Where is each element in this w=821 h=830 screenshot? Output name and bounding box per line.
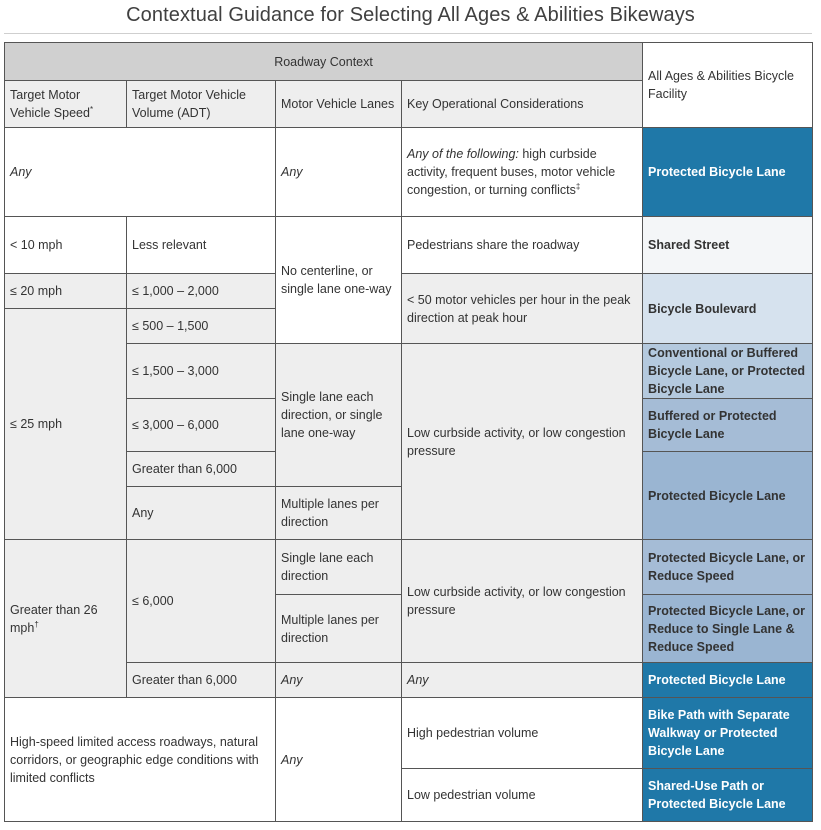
table-row (5, 698, 813, 769)
ops-text: high curbside activity, frequent buses, motor vehicle congestion, or turning conflicts (407, 147, 616, 197)
table-row (5, 128, 813, 217)
volume-cell: Less relevant (127, 217, 276, 274)
volume-cell: ≤ 500 – 1,500 (127, 309, 276, 344)
lanes-cell: Multiple lanes per direction (276, 595, 402, 663)
speed-header-text: Target Motor Vehicle Speed (10, 88, 90, 120)
ops-cell: Pedestrians share the roadway (402, 217, 643, 274)
lanes-column-header: Motor Vehicle Lanes (276, 81, 402, 128)
speed-footnote-mark: † (34, 619, 39, 629)
ops-footnote-mark: ‡ (575, 181, 581, 191)
lanes-cell: Any (276, 128, 402, 217)
volume-cell: Greater than 6,000 (127, 663, 276, 698)
volume-cell: ≤ 6,000 (127, 540, 276, 663)
facility-cell: Protected Bicycle Lane, or Reduce Speed (643, 540, 813, 595)
lanes-cell: Multiple lanes per direction (276, 487, 402, 540)
speed-cell (5, 540, 127, 698)
lanes-cell: Any (276, 663, 402, 698)
table-header-row (5, 43, 813, 81)
facility-cell: Protected Bicycle Lane (643, 663, 813, 698)
volume-column-header: Target Motor Vehicle Volume (ADT) (127, 81, 276, 128)
speed-cell: < 10 mph (5, 217, 127, 274)
ops-cell: Low pedestrian volume (402, 769, 643, 822)
ops-cell (402, 128, 643, 217)
facility-cell: Bicycle Boulevard (643, 274, 813, 344)
page-title: Contextual Guidance for Selecting All Ages & Abilities Bikeways (126, 4, 695, 26)
speed-cell: ≤ 20 mph (5, 274, 127, 309)
ops-lead-text: Any of the following: (407, 147, 519, 161)
facility-cell: Bike Path with Separate Walkway or Protected Bicycle Lane (643, 698, 813, 769)
facility-cell: Protected Bicycle Lane, or Reduce to Single Lane & Reduce Speed (643, 595, 813, 663)
lanes-cell: Single lane each direction (276, 540, 402, 595)
facility-cell: Buffered or Protected Bicycle Lane (643, 399, 813, 452)
lanes-cell: Any (276, 698, 402, 822)
facility-column-header: All Ages & Abilities Bicycle Facility (643, 43, 813, 128)
speed-text: Greater than 26 mph (10, 602, 98, 635)
table-row (5, 344, 813, 399)
facility-cell: Shared Street (643, 217, 813, 274)
ops-cell: < 50 motor vehicles per hour in the peak direction at peak hour (402, 274, 643, 344)
ops-cell: High pedestrian volume (402, 698, 643, 769)
bikeway-guidance-table (4, 42, 813, 822)
ops-cell: Low curbside activity, or low congestion pressure (402, 540, 643, 663)
volume-cell: ≤ 3,000 – 6,000 (127, 399, 276, 452)
roadway-context-header: Roadway Context (5, 43, 643, 81)
facility-cell: Protected Bicycle Lane (643, 452, 813, 540)
title-divider (4, 33, 812, 34)
table-row (5, 274, 813, 309)
volume-cell: Any (127, 487, 276, 540)
speed-column-header (5, 81, 127, 128)
facility-cell: Protected Bicycle Lane (643, 128, 813, 217)
volume-cell: ≤ 1,500 – 3,000 (127, 344, 276, 399)
volume-cell: ≤ 1,000 – 2,000 (127, 274, 276, 309)
lanes-cell: Single lane each direction, or single lane one-way (276, 344, 402, 487)
speed-cell: ≤ 25 mph (5, 309, 127, 540)
ops-cell: Low curbside activity, or low congestion pressure (402, 344, 643, 540)
ops-column-header: Key Operational Considerations (402, 81, 643, 128)
speed-footnote-mark: * (89, 104, 94, 114)
speed-cell: Any (5, 128, 276, 217)
context-cell: High-speed limited access roadways, natural corridors, or geographic edge conditions with limited conflicts (5, 698, 276, 822)
volume-cell: Greater than 6,000 (127, 452, 276, 487)
lanes-cell: No centerline, or single lane one-way (276, 217, 402, 344)
table-row (5, 663, 813, 698)
ops-cell: Any (402, 663, 643, 698)
table-row (5, 540, 813, 595)
facility-cell: Shared-Use Path or Protected Bicycle Lane (643, 769, 813, 822)
table-row (5, 217, 813, 274)
facility-cell: Conventional or Buffered Bicycle Lane, or Protected Bicycle Lane (643, 344, 813, 399)
